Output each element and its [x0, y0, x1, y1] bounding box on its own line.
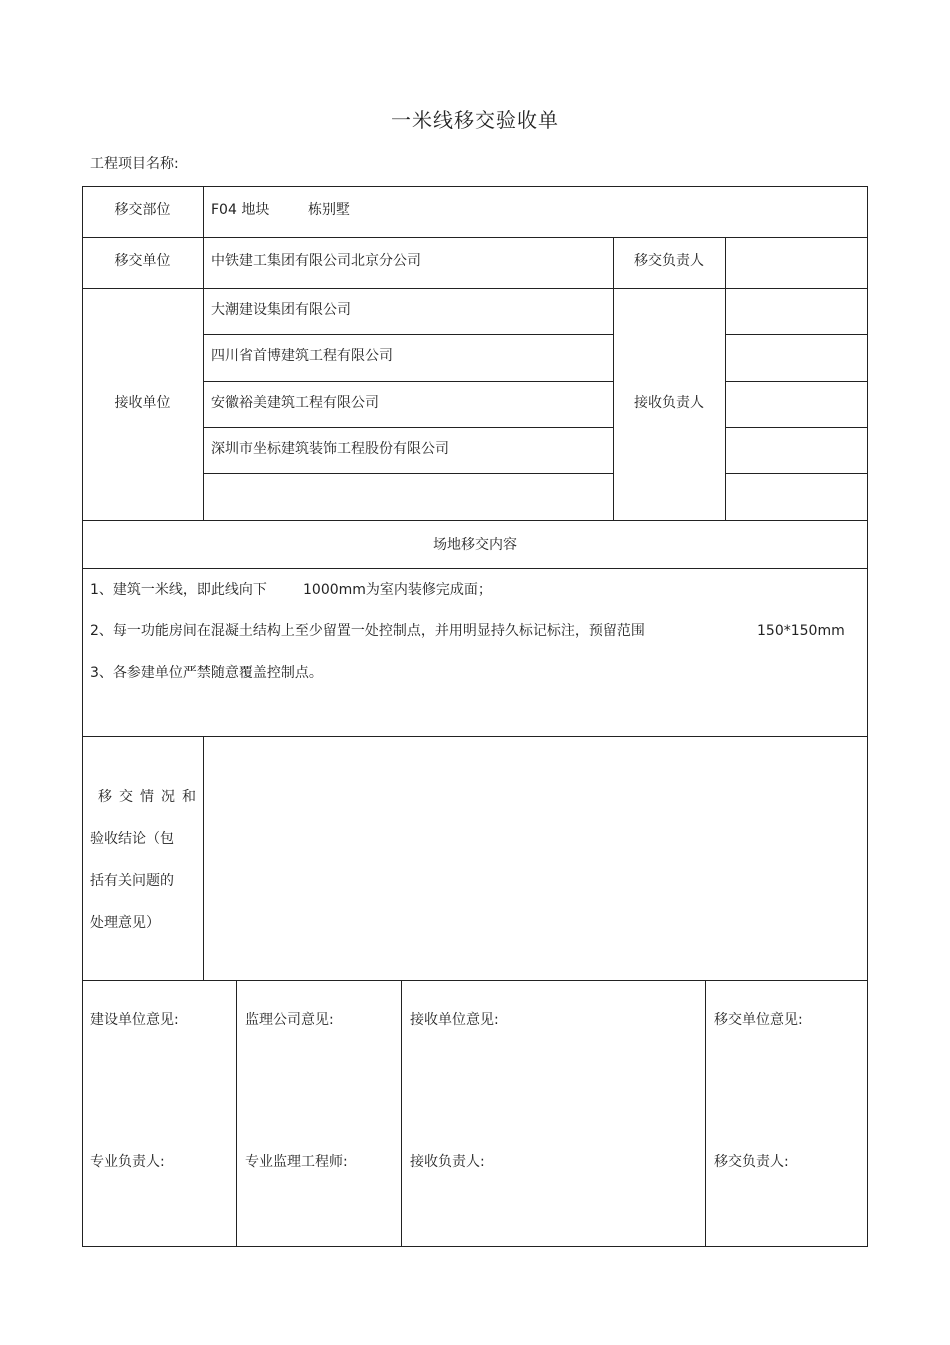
receiving-company-3: 安徽裕美建筑工程有限公司	[211, 395, 379, 411]
conclusion-line-4: 处理意见）	[90, 915, 160, 931]
content-item-2-prefix: 2、每一功能房间在混凝土结构上至少留置一处控制点，并用明显持久标记标注，预留范围	[90, 623, 645, 639]
conclusion-line-1: 移交情况和	[98, 789, 203, 805]
transfer-location-label: 移交部位	[114, 202, 171, 218]
form-title: 一米线移交验收单	[391, 108, 559, 132]
construction-signature-label: 专业负责人:	[90, 1154, 165, 1170]
content-item-2-value: 150*150mm	[757, 623, 845, 639]
receiving-company-1: 大潮建设集团有限公司	[211, 302, 351, 318]
conclusion-line-3: 括有关问题的	[90, 873, 174, 889]
receiving-company-2: 四川省首博建筑工程有限公司	[211, 348, 393, 364]
conclusion-line-2: 验收结论（包	[90, 831, 174, 847]
transfer-signature-label: 移交负责人:	[714, 1154, 789, 1170]
transfer-opinion-label: 移交单位意见:	[714, 1012, 803, 1028]
receiving-signature-label: 接收负责人:	[410, 1154, 485, 1170]
receiving-person-field-1[interactable]	[727, 290, 865, 333]
project-name-label: 工程项目名称:	[90, 156, 179, 172]
transfer-plot: F04 地块	[211, 202, 270, 218]
content-header: 场地移交内容	[433, 537, 517, 553]
receiving-opinion-label: 接收单位意见:	[410, 1012, 499, 1028]
supervision-signature-label: 专业监理工程师:	[245, 1154, 348, 1170]
receiving-person-field-5[interactable]	[727, 475, 865, 519]
transfer-building: 栋别墅	[308, 202, 350, 218]
receiving-person-field-3[interactable]	[727, 383, 865, 426]
transfer-person-label: 移交负责人	[634, 253, 704, 269]
content-item-1-value: 1000mm为室内装修完成面；	[303, 582, 492, 598]
receiving-unit-label: 接收单位	[114, 395, 171, 411]
supervision-opinion-label: 监理公司意见:	[245, 1012, 334, 1028]
conclusion-field[interactable]	[205, 738, 865, 978]
transfer-unit-value: 中铁建工集团有限公司北京分公司	[211, 253, 421, 269]
receiving-person-field-2[interactable]	[727, 336, 865, 380]
content-item-3: 3、各参建单位严禁随意覆盖控制点。	[90, 665, 323, 681]
construction-opinion-label: 建设单位意见:	[90, 1012, 179, 1028]
transfer-unit-label: 移交单位	[114, 253, 171, 269]
content-item-1-prefix: 1、建筑一米线，即此线向下	[90, 582, 267, 598]
transfer-person-field[interactable]	[727, 239, 865, 286]
receiving-company-4: 深圳市坐标建筑装饰工程股份有限公司	[211, 441, 449, 457]
receiving-person-field-4[interactable]	[727, 429, 865, 472]
receiving-person-label: 接收负责人	[634, 395, 704, 411]
